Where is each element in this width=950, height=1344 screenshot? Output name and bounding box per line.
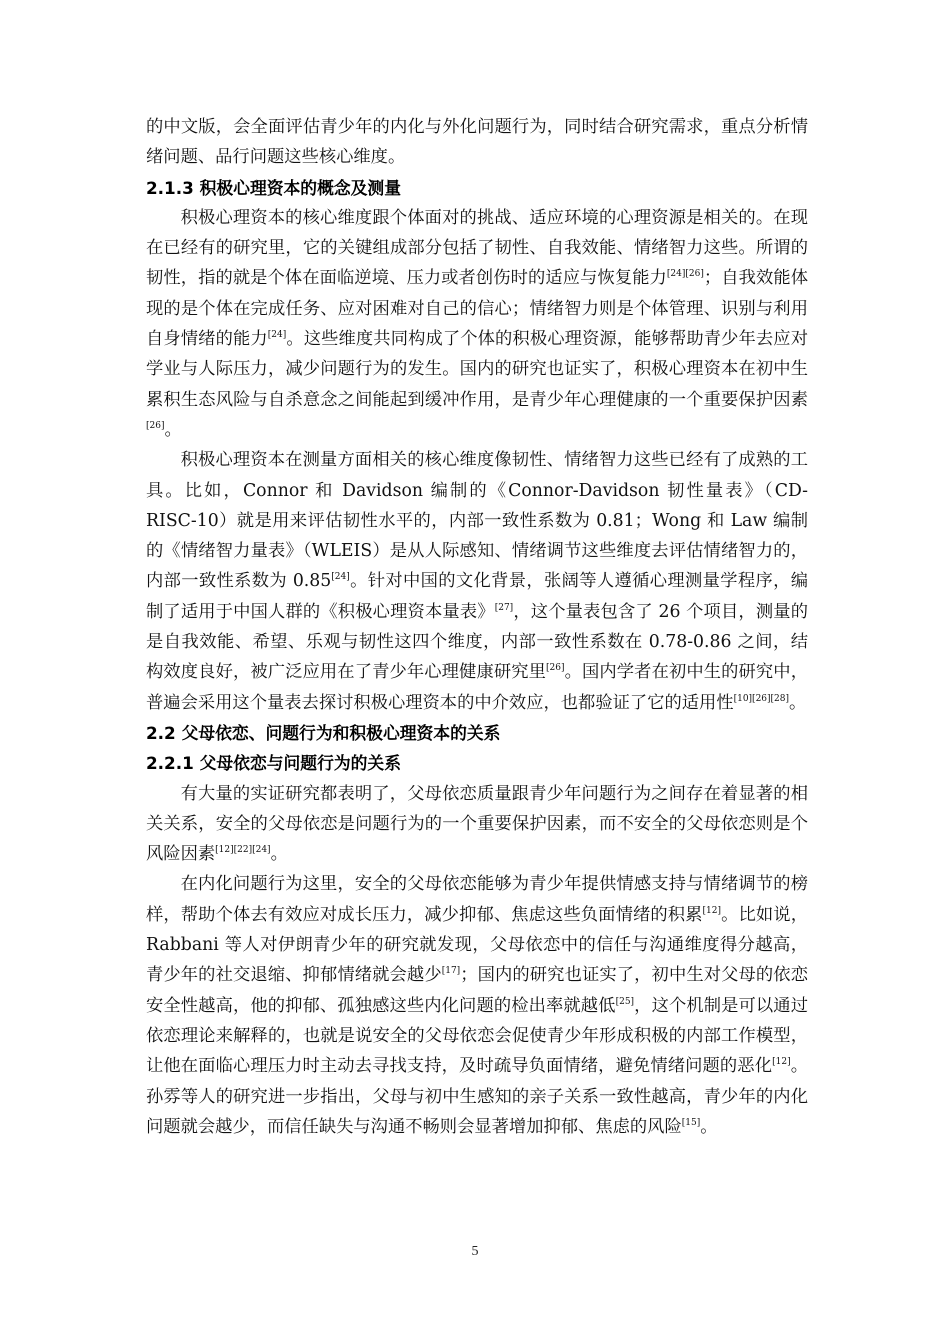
citation: [24] [331, 572, 350, 583]
paragraph [146, 445, 808, 718]
text-run: 积极心理资本在测量方面相关的核心维度像韧性、情绪智力这些已经有了成熟的工具。比如，Connor 和 Davidson 编制的《Connor-Davidson 韧性量表》（CD-RISC-10）就是用来评估韧性水平的，内部一致性系数为 0.81；Wong 和 Law 编制的《情绪智力量表》（WLEIS）是从人际感知、情绪调节这些维度去评估情绪智力的，内部一致性系数为 0.85 [146, 450, 808, 592]
text-run: 。 [789, 692, 807, 713]
section-heading: 2.1.3 积极心理资本的概念及测量 [146, 177, 401, 198]
citation: [17] [441, 966, 461, 977]
paragraph [146, 779, 808, 870]
text-run: 。针对中国的文化背景，张阔等人遵循心理测量学程序，编制了适用于中国人群的《积极心理资本量表》 [146, 571, 808, 622]
citation: [12] [772, 1057, 791, 1068]
citation: [25] [615, 996, 635, 1007]
text-run: 。 [700, 1116, 718, 1137]
text-run: ，这个机制是可以通过依恋理论来解释的，也就是说安全的父母依恋会促使青少年形成积极的内部工作模型，让他在面临心理压力时主动去寻找支持，及时疏导负面情绪，避免情绪问题的恶化 [146, 995, 808, 1077]
text-run: 。 [270, 844, 288, 865]
paragraph [146, 112, 808, 173]
section-heading: 2.2 父母依恋、问题行为和积极心理资本的关系 [146, 722, 501, 743]
text-run: ；国内的研究也证实了，初中生对父母的依恋安全性越高，他的抑郁、孤独感这些内化问题的检出率就越低 [146, 965, 808, 1016]
text-run: 。孙雰等人的研究进一步指出，父母与初中生感知的亲子关系一致性越高，青少年的内化问题就会越少，而信任缺失与沟通不畅则会显著增加抑郁、焦虑的风险 [146, 1056, 808, 1137]
section-heading: 2.2.1 父母依恋与问题行为的关系 [146, 753, 401, 774]
citation: [26] [146, 421, 165, 432]
paragraph [146, 869, 808, 1142]
citation: [12][22][24] [215, 845, 271, 856]
citation: [24] [267, 330, 287, 341]
paragraph [146, 203, 808, 445]
citation: [12] [702, 905, 722, 916]
text-run: ；自我效能体现的是个体在完成任务、应对困难对自己的信心；情绪智力则是个体管理、识别与利用自身情绪的能力 [146, 268, 808, 350]
citation: [10][26][28] [733, 693, 790, 704]
document-body [146, 112, 808, 1142]
text-run: 的中文版，会全面评估青少年的内化与外化问题行为，同时结合研究需求，重点分析情绪问题、品行问题这些核心维度。 [146, 117, 808, 168]
citation: [15] [681, 1118, 701, 1129]
text-run: 。国内学者在初中生的研究中，普遍会采用这个量表去探讨积极心理资本的中介效应，也都验证了它的适用性 [146, 662, 808, 713]
text-run: 。这些维度共同构成了个体的积极心理资源，能够帮助青少年去应对学业与人际压力，减少问题行为的发生。国内的研究也证实了，积极心理资本在初中生累积生态风险与自杀意念之间能起到缓冲作用，是青少年心理健康的一个重要保护因素 [146, 329, 808, 410]
text-run: 。 [164, 419, 182, 440]
text-run: ，这个量表包含了 26 个项目，测量的是自我效能、希望、乐观与韧性这四个维度，内部一致性系数在 0.78-0.86 之间，结构效度良好，被广泛应用在了青少年心理健康研究里 [146, 601, 808, 683]
text-run: 积极心理资本的核心维度跟个体面对的挑战、适应环境的心理资源是相关的。在现在已经有的研究里，它的关键组成部分包括了韧性、自我效能、情绪智力这些。所谓的韧性，指的就是个体在面临逆境、压力或者创伤时的适应与恢复能力 [146, 207, 808, 289]
citation: [26] [546, 663, 565, 674]
page-number: 5 [471, 1244, 479, 1259]
citation: [24][26] [666, 269, 704, 280]
citation: [27] [494, 602, 514, 613]
text-run: 有大量的实证研究都表明了，父母依恋质量跟青少年问题行为之间存在着显著的相关关系，安全的父母依恋是问题行为的一个重要保护因素，而不安全的父母依恋则是个风险因素 [146, 783, 808, 865]
text-run: 。比如说，Rabbani 等人对伊朗青少年的研究就发现，父母依恋中的信任与沟通维度得分越高，青少年的社交退缩、抑郁情绪就会越少 [146, 904, 808, 986]
text-run: 在内化问题行为这里，安全的父母依恋能够为青少年提供情感支持与情绪调节的榜样，帮助个体去有效应对成长压力，减少抑郁、焦虑这些负面情绪的积累 [146, 874, 808, 925]
